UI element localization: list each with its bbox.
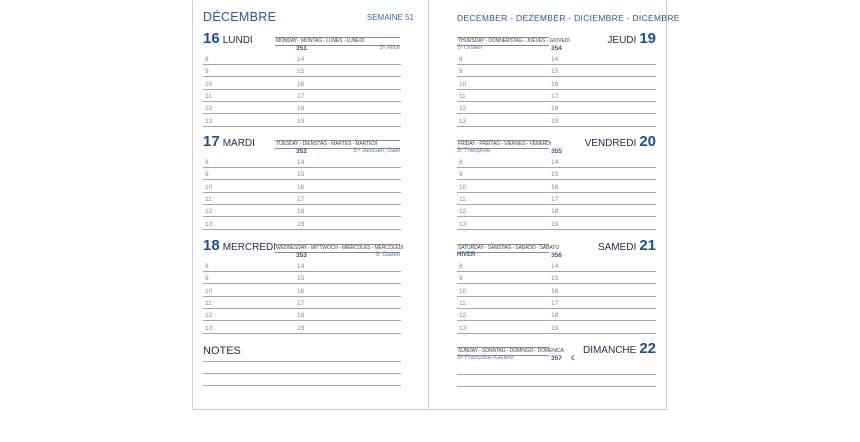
hour-label: 18 — [297, 312, 305, 320]
day-name-translations: THURSDAY - DONNERSTAG - JUEVES - GIOVEDÌ — [458, 38, 570, 44]
hour-row[interactable] — [203, 204, 401, 217]
hour-label: 9 — [459, 68, 463, 76]
day-name: MERCREDI — [222, 242, 277, 253]
hour-label: 10 — [459, 80, 467, 88]
day-title — [585, 133, 656, 150]
saint-name: Sᵗ Urbain — [457, 45, 482, 51]
notes-line[interactable] — [203, 361, 401, 362]
hour-label: 17 — [551, 195, 559, 203]
hour-label: 14 — [297, 263, 305, 270]
hour-label: 14 — [551, 159, 559, 166]
saint-name: Sᵉ Alice — [379, 45, 400, 51]
hour-label: 11 — [205, 195, 212, 203]
writing-line[interactable] — [457, 386, 656, 387]
day-name-translations: SATURDAY - SAMSTAG - SÁBADO - SABATO — [458, 245, 559, 251]
saint-name: Sᵗ Théophile — [457, 148, 491, 154]
hour-label: 19 — [551, 324, 559, 332]
hour-label: 13 — [205, 324, 213, 332]
hour-row[interactable] — [457, 204, 656, 217]
day-of-year: 355 — [551, 148, 562, 155]
day-title — [598, 237, 656, 254]
day-of-year: 357 — [551, 355, 562, 362]
right-page — [428, 0, 680, 410]
hour-row[interactable] — [457, 167, 656, 180]
day-of-year: 354 — [551, 45, 562, 52]
day-name: MARDI — [222, 138, 255, 149]
day-title — [203, 133, 255, 150]
writing-line[interactable] — [457, 374, 656, 375]
notes-line[interactable] — [203, 373, 401, 374]
hour-row[interactable] — [203, 101, 401, 114]
day-date: 18 — [203, 237, 220, 254]
hour-label: 18 — [297, 208, 305, 216]
hour-label: 18 — [297, 105, 305, 113]
hour-label: 17 — [297, 195, 305, 203]
hour-label: 15 — [297, 275, 305, 283]
hour-row[interactable] — [457, 217, 656, 230]
hour-label: 13 — [459, 220, 467, 228]
hour-label: 15 — [551, 171, 559, 179]
hour-label: 12 — [205, 105, 213, 113]
hour-label: 10 — [205, 183, 213, 191]
hour-row[interactable] — [457, 89, 656, 102]
hour-label: 11 — [459, 195, 466, 203]
hour-row[interactable] — [203, 296, 401, 309]
hour-row[interactable] — [457, 114, 656, 127]
hour-label: 11 — [205, 299, 212, 307]
hour-label: 12 — [459, 105, 467, 113]
hour-row[interactable] — [203, 192, 401, 205]
hour-label: 19 — [551, 220, 559, 228]
hour-row[interactable] — [203, 77, 401, 90]
week-number: SEMAINE 51 — [366, 13, 414, 22]
notes-line[interactable] — [203, 385, 401, 386]
day-date: 17 — [203, 133, 220, 150]
day-name: SAMEDI — [597, 242, 637, 253]
hour-label: 10 — [205, 80, 213, 88]
hour-label: 9 — [205, 68, 209, 76]
hour-row[interactable] — [203, 155, 401, 168]
hour-label: 19 — [297, 324, 305, 332]
hour-row[interactable] — [457, 284, 656, 297]
moon-last-quarter-icon: ☾ — [571, 355, 577, 362]
hour-label: 8 — [205, 56, 209, 63]
hour-row[interactable] — [203, 52, 401, 65]
hour-label: 13 — [205, 117, 213, 125]
hour-label: 15 — [297, 171, 305, 179]
hour-label: 11 — [459, 92, 466, 100]
hour-label: 10 — [205, 287, 213, 295]
hour-row[interactable] — [457, 101, 656, 114]
hour-label: 8 — [205, 159, 209, 166]
hour-label: 17 — [297, 299, 305, 307]
day-title — [607, 30, 656, 47]
hour-label: 18 — [551, 105, 559, 113]
day-title — [583, 340, 656, 357]
day-name-translations: MONDAY - MONTAG - LUNES - LUNEDÌ — [275, 37, 400, 46]
day-name: LUNDI — [222, 35, 253, 46]
day-of-year: 353 — [296, 252, 307, 259]
hour-row[interactable] — [203, 284, 401, 297]
hour-label: 19 — [297, 220, 305, 228]
day-date: 16 — [203, 30, 220, 47]
day-name-translations: SUNDAY - SONNTAG - DOMINGO - DOMENICA — [458, 348, 564, 354]
hour-row[interactable] — [203, 217, 401, 230]
day-name-translations: WEDNESDAY - MITTWOCH - MIÉRCOLES - MERCOLEDÌ — [276, 245, 404, 251]
hour-label: 8 — [205, 263, 209, 270]
hour-row[interactable] — [457, 77, 656, 90]
hour-label: 16 — [297, 183, 305, 191]
hour-label: 14 — [551, 263, 559, 270]
hour-label: 16 — [551, 80, 559, 88]
day-of-year: 351 — [296, 45, 307, 52]
month-title: DÉCEMBRE — [203, 10, 277, 24]
hour-row[interactable] — [203, 89, 401, 102]
day-name: JEUDI — [607, 35, 637, 46]
hour-label: 14 — [297, 56, 305, 63]
month-multilingual-header: DECEMBER - DEZEMBER - DICIEMBRE - DICEMBRE — [457, 13, 680, 23]
day-date: 21 — [639, 237, 656, 254]
day-date: 20 — [639, 133, 656, 150]
hour-row[interactable] — [457, 64, 656, 77]
hour-row[interactable] — [203, 167, 401, 180]
day-date: 19 — [639, 30, 656, 47]
hour-row[interactable] — [203, 271, 401, 284]
hour-label: 18 — [551, 208, 559, 216]
hour-label: 19 — [297, 117, 305, 125]
hour-label: 8 — [459, 263, 463, 270]
day-block-21 — [429, 239, 666, 339]
hour-row[interactable] — [457, 155, 656, 168]
day-name: DIMANCHE — [582, 345, 637, 356]
day-block-22 — [429, 342, 666, 442]
hour-label: 8 — [459, 56, 463, 63]
hour-label: 16 — [551, 183, 559, 191]
hour-label: 14 — [551, 56, 559, 63]
day-name-translations: FRIDAY - FREITAG - VIERNES - VENERDÌ — [458, 141, 552, 147]
hour-label: 8 — [459, 159, 463, 166]
hour-label: 11 — [459, 299, 466, 307]
day-block-16 — [193, 32, 428, 132]
hour-row[interactable] — [203, 259, 401, 272]
day-of-year: 356 — [551, 252, 562, 259]
hour-row[interactable] — [457, 180, 656, 193]
day-block-19 — [429, 32, 666, 132]
hour-label: 9 — [205, 275, 209, 283]
hour-row[interactable] — [457, 321, 656, 334]
hour-row[interactable] — [457, 259, 656, 272]
notes-heading: NOTES — [203, 345, 241, 357]
hour-label: 12 — [205, 208, 213, 216]
hour-label: 9 — [459, 171, 463, 179]
hour-label: 16 — [297, 80, 305, 88]
hour-label: 17 — [551, 92, 559, 100]
hour-label: 18 — [551, 312, 559, 320]
hour-row[interactable] — [203, 114, 401, 127]
saint-name: Sᵗˢ Judicaël, Gaël — [352, 148, 400, 154]
day-of-year: 352 — [296, 148, 307, 155]
hour-label: 12 — [459, 208, 467, 216]
hour-label: 11 — [205, 92, 212, 100]
hour-row[interactable] — [457, 271, 656, 284]
day-title — [203, 30, 253, 47]
hour-label: 16 — [551, 287, 559, 295]
hour-label: 17 — [297, 92, 305, 100]
saint-name: HIVER — [457, 252, 476, 258]
hour-label: 13 — [459, 324, 467, 332]
hour-row[interactable] — [457, 192, 656, 205]
hour-row[interactable] — [457, 308, 656, 321]
hour-row[interactable] — [203, 308, 401, 321]
hour-label: 10 — [459, 183, 467, 191]
hour-row[interactable] — [203, 64, 401, 77]
day-date: 22 — [639, 340, 656, 357]
saint-name: Sᵗ Gatien — [375, 252, 400, 258]
hour-label: 15 — [551, 275, 559, 283]
left-page — [192, 0, 429, 410]
hour-row[interactable] — [457, 52, 656, 65]
hour-label: 15 — [297, 68, 305, 76]
hour-label: 12 — [205, 312, 213, 320]
day-name: VENDREDI — [584, 138, 637, 149]
hour-label: 10 — [459, 287, 467, 295]
hour-label: 15 — [551, 68, 559, 76]
day-block-18 — [193, 239, 428, 339]
hour-row[interactable] — [203, 321, 401, 334]
day-title — [203, 237, 276, 254]
hour-label: 12 — [459, 312, 467, 320]
day-block-17 — [193, 135, 428, 235]
hour-label: 13 — [205, 220, 213, 228]
hour-label: 16 — [297, 287, 305, 295]
hour-row[interactable] — [457, 296, 656, 309]
hour-label: 14 — [297, 159, 305, 166]
hour-row[interactable] — [203, 180, 401, 193]
hour-label: 13 — [459, 117, 467, 125]
hour-label: 9 — [205, 171, 209, 179]
hour-label: 19 — [551, 117, 559, 125]
hour-label: 17 — [551, 299, 559, 307]
hour-label: 9 — [459, 275, 463, 283]
saint-name: Sᵉ Françoise-Xavière — [457, 355, 514, 361]
day-name-translations: TUESDAY - DIENSTAG - MARTES - MARTEDÌ — [275, 140, 400, 149]
day-block-20 — [429, 135, 666, 235]
